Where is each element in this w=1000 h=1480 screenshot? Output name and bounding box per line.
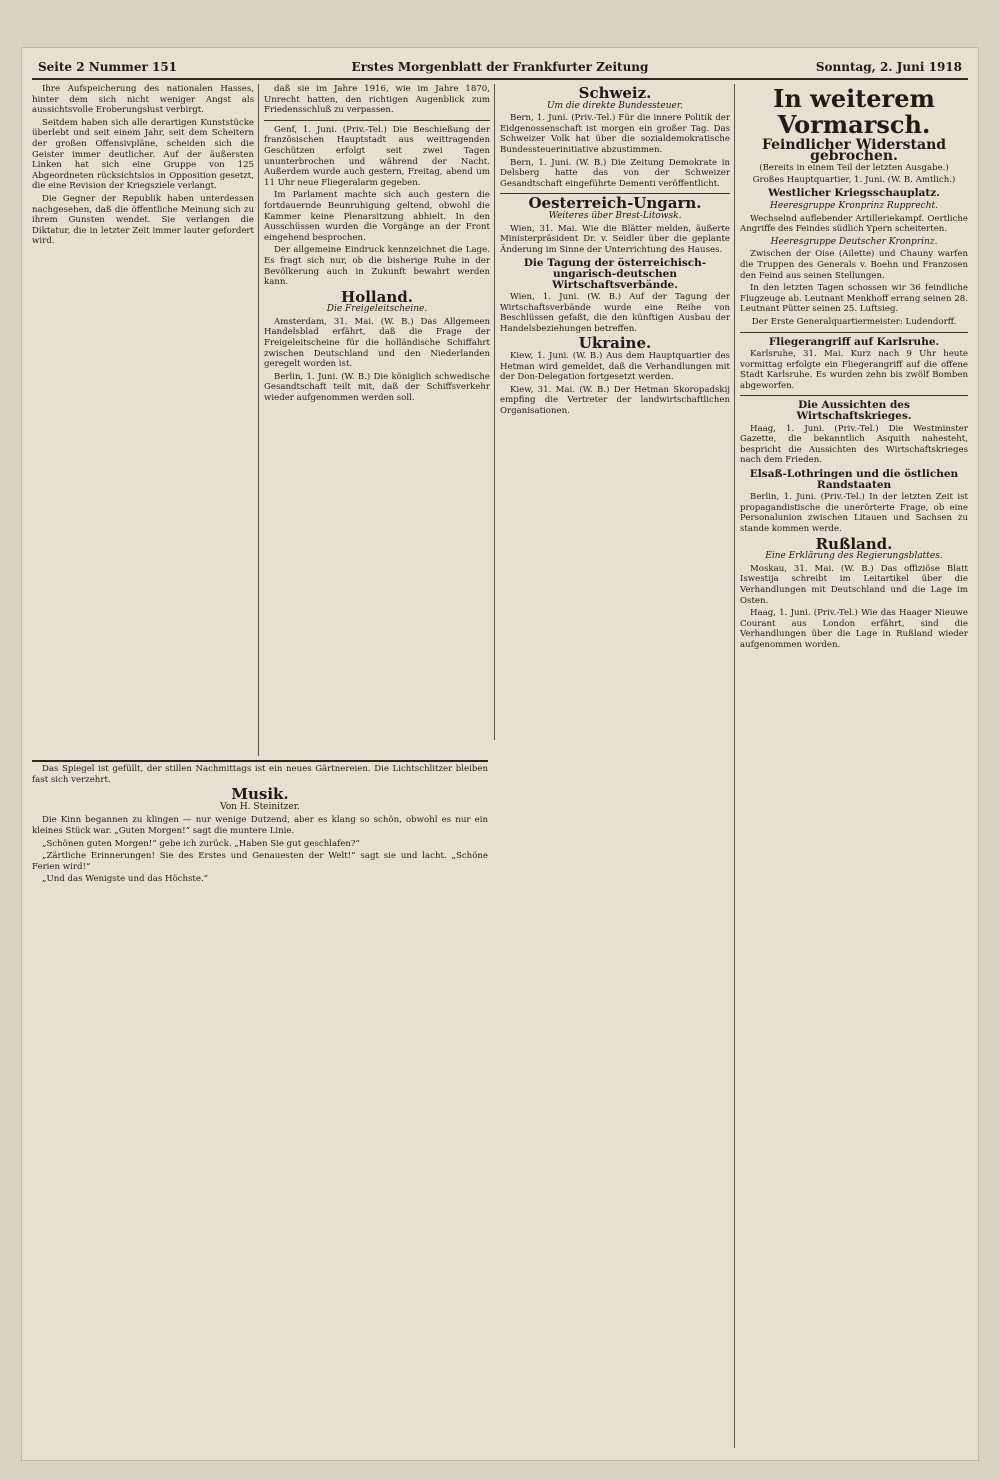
divider (740, 395, 968, 396)
paragraph: Das Spiegel ist gefüllt, der stillen Nachmittags ist ein neues Gärtnereien. Die Lichtschlitzer bleiben fast sich verzehrt. (32, 764, 488, 785)
note: (Bereits in einem Teil der letzten Ausgabe.) (759, 163, 949, 174)
divider (740, 332, 968, 333)
section-heading-russland: Rußland. (815, 534, 893, 553)
feuilleton-section (32, 756, 488, 1448)
paragraph: „Und das Wenigste und das Höchste.“ (42, 874, 209, 885)
dateline: Großes Hauptquartier, 1. Juni. (W. B. Amtlich.) (752, 174, 956, 185)
section-heading-holland: Holland. (341, 287, 413, 306)
paragraph: daß sie im Jahre 1916, wie im Jahre 1870, Unrecht hatten, den richtigen Augenblick zum Friedensschluß zu verpassen. (264, 84, 490, 116)
paragraph: Bern, 1. Juni. (Priv.-Tel.) Für die innere Politik der Eidgenossenschaft ist morgen ein großer Tag. Das Schweizer Volk hat über die sozialdemokratische Bundessteuerinitiative abzustimmen. (500, 113, 730, 155)
paragraph: Haag, 1. Juni. (Priv.-Tel.) Die Westminster Gazette, die bekanntlich Asquith nahesteht, bespricht die Aussichten des Wirtschaftskrieges nach dem Frieden. (740, 423, 968, 466)
section-heading-oesterreich: Oesterreich-Ungarn. (528, 194, 702, 213)
main-subheadline: Feindlicher Widerstand gebrochen. (761, 137, 947, 164)
paragraph: Genf, 1. Juni. (Priv.-Tel.) Die Beschießung der französischen Hauptstadt aus weittragenden Geschützen erfolgt seit zwei Tagen ununterbrochen und während der Nacht. Außerdem wurde auch gestern, Freitag, abend um 11 Uhr neue Fliegeralarm gegeben. (264, 124, 490, 188)
paragraph: Berlin, 1. Juni. (W. B.) Die königlich schwedische Gesandtschaft teilt mit, daß der Schiffsverkehr wieder aufgenommen werden soll. (264, 371, 490, 404)
main-headline: In weiterem Vormarsch. (773, 84, 935, 139)
paragraph: Bern, 1. Juni. (W. B.) Die Zeitung Demokrate in Delsberg hatte das von der Schweizer Gesandtschaft eingeführte Dementi veröffentlicht. (500, 157, 730, 189)
article-heading-tagung: Die Tagung der österreichisch-ungarisch-deutschen Wirtschaftsverbände. (523, 257, 707, 291)
divider (264, 120, 490, 121)
paragraph: Seitdem haben sich alle derartigen Kunststücke überlebt und seit einem Jahr, seit dem Scheitern der großen Offensivpläne, scheiden sich die Geister immer deutlicher. Auf der äußersten Linken hat sich eine Gruppe von 125 Abgeordneten rücksichtslos in Opposition gesetzt, die eine Revision der Kriegsziele verlangt. (32, 117, 254, 192)
article-heading-elsass: Elsaß-Lothringen und die östlichen Randstaaten (749, 468, 959, 491)
article-heading-flieger: Fliegerangriff auf Karlsruhe. (768, 335, 940, 348)
theater-heading: Westlicher Kriegsschauplatz. (768, 187, 940, 200)
paragraph: Moskau, 31. Mai. (W. B.) Das offiziöse Blatt Iswestija schreibt im Leitartikel über die Verhandlungen mit Deutschland und die Lage im Osten. (740, 563, 968, 606)
column-4 (740, 84, 968, 1448)
column-divider (734, 84, 735, 1448)
feuilleton-heading: Musik. (231, 785, 289, 804)
column-divider (494, 84, 495, 740)
paragraph: „Zärtliche Erinnerungen! Sie des Erstes und Genauesten der Welt!“ sagt sie und lacht. „Schöne Ferien wird!“ (32, 851, 488, 872)
article-heading-wirtschaft: Die Aussichten des Wirtschaftskrieges. (796, 399, 912, 423)
issue-date: Sonntag, 2. Juni 1918 (815, 60, 962, 74)
paragraph: Haag, 1. Juni. (Priv.-Tel.) Wie das Haager Nieuwe Courant aus London erfährt, sind die Verhandlungen über die Lage in Rußland wieder aufgenommen worden. (740, 608, 968, 650)
article-subheading: Eine Erklärung des Regierungsblattes. (765, 551, 943, 562)
paragraph: Wien, 31. Mai. Wie die Blätter melden, äußerte Ministerpräsident Dr. v. Seidler über die geplante Änderung im Sinne der Unterrichtung des Hauses. (500, 223, 730, 255)
article-subheading: Weiteres über Brest-Litowsk. (548, 210, 682, 221)
author-byline: Von H. Steinitzer. (220, 801, 300, 812)
newspaper-title: Erstes Morgenblatt der Frankfurter Zeitung (351, 60, 649, 74)
column-3 (500, 84, 730, 1448)
masthead (32, 56, 968, 80)
paragraph: „Schönen guten Morgen!“ gebe ich zurück. „Haben Sie gut geschlafen?“ (42, 838, 360, 849)
paragraph: Ihre Aufspeicherung des nationalen Hasses, hinter dem sich nicht weniger Angst als aussichtsvolle Eroberungslust verbirgt. (32, 84, 254, 116)
paragraph: Kiew, 1. Juni. (W. B.) Aus dem Hauptquartier des Hetman wird gemeldet, daß die Verhandlungen mit der Don-Delegation fortgesetzt werden. (500, 351, 730, 383)
paragraph: Im Parlament machte sich auch gestern die fortdauernde Beunruhigung geltend, obwohl die Kammer keine Plenarsitzung abhielt. In den Ausschüssen wurden die Vorgänge an der Front eingehend besprochen. (264, 190, 490, 243)
army-group-heading: Heeresgruppe Kronprinz Rupprecht. (770, 200, 938, 211)
paragraph: Die Gegner der Republik haben unterdessen nachgesehen, daß die öffentliche Meinung sich zu ihrem Gunsten wendet. Sie verlangen die Diktatur, die in letzter Zeit immer lauter gefordert wird. (32, 193, 254, 247)
newspaper-page (22, 48, 978, 1460)
paragraph: Kiew, 31. Mai. (W. B.) Der Hetman Skoropadskij empfing die Vertreter der landwirtschaftlichen Organisationen. (500, 384, 730, 417)
paragraph: Karlsruhe, 31. Mai. Kurz nach 9 Uhr heute vormittag erfolgte ein Fliegerangriff auf die offene Stadt Karlsruhe. Es wurden zehn bis zwölf Bomben abgeworfen. (740, 349, 968, 391)
paragraph: Die Kinn begannen zu klingen — nur wenige Dutzend, aber es klang so schön, obwohl es nur ein kleines Stück war. „Guten Morgen!“ sagt die muntere Linie. (32, 815, 488, 836)
paragraph: Zwischen der Oise (Ailette) und Chauny warfen die Truppen des Generals v. Boehn und Franzosen den Feind aus seinen Stellungen. (740, 249, 968, 281)
paragraph: Der allgemeine Eindruck kennzeichnet die Lage. Es fragt sich nur, ob die bisherige Ruhe in der Bevölkerung auch in Zukunft bewahrt werden kann. (264, 245, 490, 288)
article-subheading: Die Freigeleitscheine. (326, 304, 428, 315)
article-subheading: Um die direkte Bundessteuer. (546, 100, 684, 111)
paragraph: Wien, 1. Juni. (W. B.) Auf der Tagung der Wirtschaftsverbände wurde eine Reihe von Beschlüssen gefaßt, die den künftigen Ausbau der Handelsbeziehungen betreffen. (500, 292, 730, 334)
paragraph: Berlin, 1. Juni. (Priv.-Tel.) In der letzten Zeit ist propagandistische die unerörterte Frage, ob eine Personalunion zwischen Litauen und Sachsen zu stande kommen werde. (740, 492, 968, 534)
column-2 (264, 84, 490, 740)
army-group-heading: Heeresgruppe Deutscher Kronprinz. (770, 236, 938, 247)
signature: Der Erste Generalquartiermeister: Ludendorff. (751, 316, 957, 327)
page-number: Seite 2 Nummer 151 (38, 60, 178, 74)
paragraph: Wechselnd auflebender Artilleriekampf. Oertliche Angriffe des Feindes südlich Ypern scheiterten. (740, 213, 968, 235)
section-heading-ukraine: Ukraine. (578, 334, 652, 353)
paragraph: Amsterdam, 31. Mai. (W. B.) Das Allgemeen Handelsblad erfährt, daß die Frage der Freigeleitscheine für die holländische Schiffahrt zwischen Deutschland und den Niederlanden geregelt worden ist. (264, 316, 490, 370)
feuilleton-divider (32, 760, 488, 762)
section-heading-schweiz: Schweiz. (578, 84, 652, 102)
paragraph: In den letzten Tagen schossen wir 36 feindliche Flugzeuge ab. Leutnant Menkhoff errang seinen 28. Leutnant Pütter seinen 25. Luftsieg. (740, 283, 968, 315)
